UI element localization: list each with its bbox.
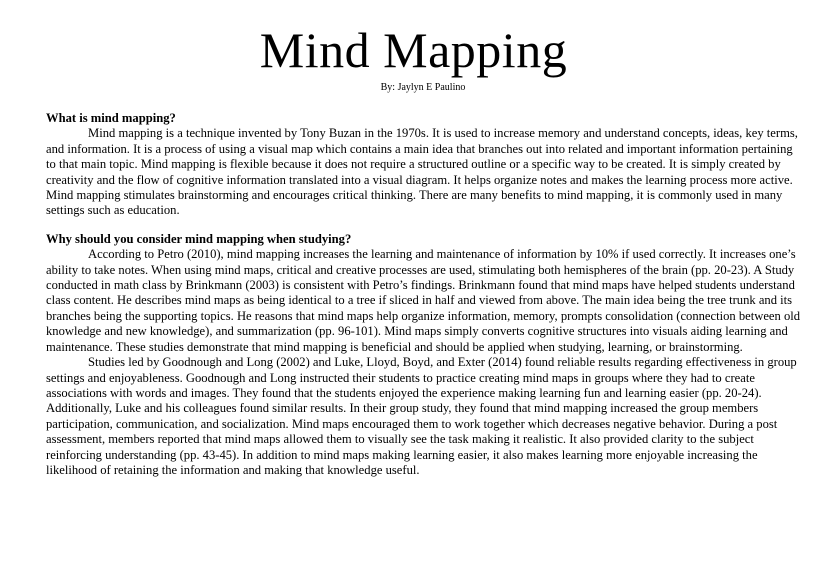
body-paragraph: Mind mapping is a technique invented by Tony Buzan in the 1970s. It is used to increase memory and understand concepts, ideas, key terms, and information. It is a process of using a visual map which contains a main idea that branches out into related and important information pertaining to that main topic. Mind mapping is flexible because it does not require a structured outline or a specific way to be created. It is simply created by creativity and the flow of cognitive information translated into a visual diagram. It helps organize notes and makes the learning process more active. Mind mapping stimulates brainstorming and encourages critical thinking. There are many benefits to mind mapping, it is commonly used in many settings such as education. <box>46 126 798 218</box>
section-what-is-mind-mapping <box>46 111 804 219</box>
section-heading: Why should you consider mind mapping when studying? <box>46 231 352 246</box>
body-paragraph: Studies led by Goodnough and Long (2002) and Luke, Lloyd, Boyd, and Exter (2014) found reliable results regarding effectiveness in group settings and enjoyableness. Goodnough and Long instructed their students to practice creating mind maps in groups where they had to create associations with words and images. They found that the students enjoyed the experience making learning fun and learning easier (pp. 20-24). Additionally, Luke and his colleagues found similar results. In their group study, they found that mind mapping increased the group members participation, communication, and socialization. Mind maps encouraged them to work together which decreases negative behavior. During a post assessment, members reported that mind maps allowed them to visually see the task making it realistic. It also provided clarity to the subject reinforcing understanding (pp. 43-45). In addition to mind maps making learning easier, it also makes learning more enjoyable increasing the likelihood of retaining the information and making that knowledge useful. <box>46 355 797 477</box>
document-byline: By: Jaylyn E Paulino <box>380 82 466 93</box>
body-paragraph: According to Petro (2010), mind mapping increases the learning and maintenance of information by 10% if used correctly. It increases one’s ability to take notes. When using mind maps, critical and creative processes are used, stimulating both hemispheres of the brain (pp. 20-23). A Study conducted in math class by Brinkmann (2003) is consistent with Petro’s findings. Brinkmann found that mind maps have helped students understand class content. He describes mind maps as being identical to a tree if sliced in half and viewed from above. The main idea being the tree trunk and its branches being the supporting topics. He reasons that mind maps help organize information, memory, prompts consolidation (connection between old knowledge and new knowledge), and summarization (pp. 96-101). Mind maps simply converts cognitive structures into visuals aiding learning and maintenance. These studies demonstrate that mind mapping is beneficial and should be applied when studying, learning, or brainstorming. <box>46 247 801 354</box>
document-title: Mind Mapping <box>259 22 568 78</box>
section-why-consider-mind-mapping <box>46 232 804 479</box>
section-spacer <box>46 219 804 232</box>
document-body <box>46 111 804 478</box>
section-heading: What is mind mapping? <box>46 111 176 125</box>
